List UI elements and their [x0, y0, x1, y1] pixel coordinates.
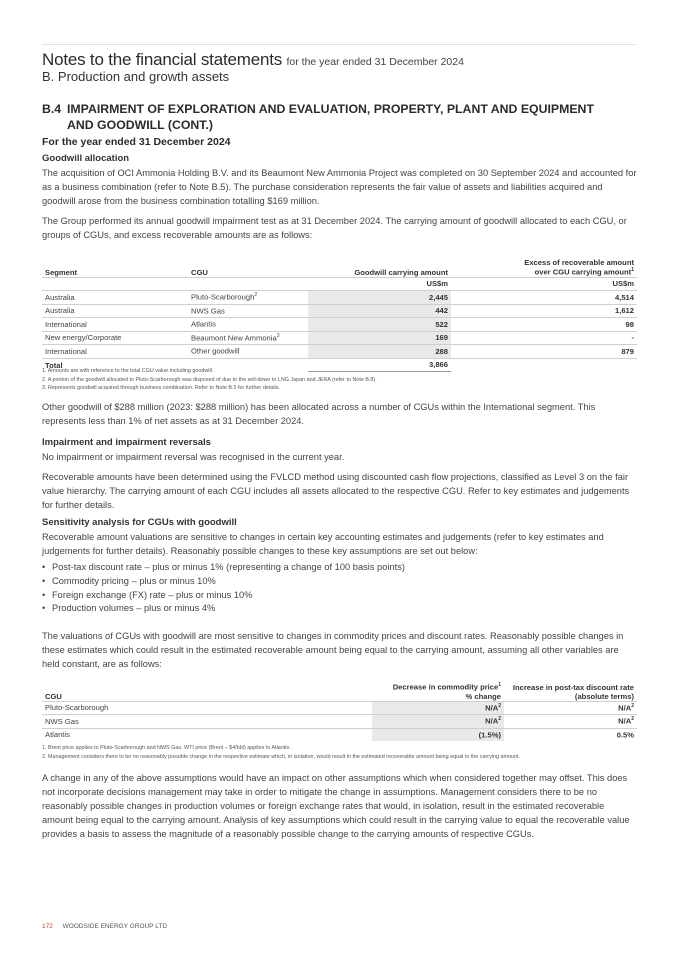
sensitivity-para1: Recoverable amount valuations are sensitive to changes in certain key accounting estimates and judgements (refer to key estimates and judgements for further details). Reasonably possible changes to these key assumptions are set out below: — [42, 532, 604, 556]
footnote: 1. Amounts are with reference to the total CGU value including goodwill. — [42, 368, 214, 374]
col-carrying: Goodwill carrying amount — [354, 267, 448, 277]
cell-price — [372, 715, 504, 729]
col-excess — [451, 255, 637, 277]
footnote: 2. A portion of the goodwill allocated to Pluto-Scarborough was disposed of due to the sell-down to LNG Japan and JERA (refer to Note B.8). — [42, 376, 377, 383]
table-row — [42, 728, 637, 741]
col-price — [372, 677, 504, 701]
cgu-sup: 3 — [276, 332, 280, 339]
list-item: • Production volumes – plus or minus 4% — [42, 602, 405, 616]
title-suffix: for the year ended 31 December 2024 — [286, 56, 464, 68]
cell-segment: International — [42, 345, 188, 359]
rate-value: 0.5% — [616, 730, 634, 740]
cell-excess: 879 — [451, 345, 637, 359]
impairment-para1: No impairment or impairment reversal was recognised in the current year. — [42, 452, 345, 462]
impairment-para2: Recoverable amounts have been determined using the FVLCD method using discounted cash flow projections, classified as Level 3 on the fair value hierarchy. The carrying amount of each CGU includes all assets allocated to the respective CGU. Refer to key estimates and judgements for further details. — [42, 472, 630, 510]
cgu-name: Atlantis — [191, 320, 216, 330]
table-row — [42, 304, 637, 318]
col-cgu: CGU — [191, 267, 208, 277]
cell-carrying: 522 — [308, 318, 451, 332]
cell-segment: Australia — [42, 304, 188, 318]
rate-value: N/A — [618, 703, 632, 713]
goodwill-allocation-heading: Goodwill allocation — [42, 153, 130, 164]
unit-carrying: US$m — [308, 277, 451, 291]
total-label: Total — [42, 358, 188, 372]
col-rate — [504, 677, 637, 701]
cgu-name: Beaumont New Ammonia — [191, 333, 277, 343]
footnote: 3. Represents goodwill acquired through business combination. Refer to Note B.5 for further details. — [42, 385, 280, 391]
sensitivity-para2: The valuations of CGUs with goodwill are most sensitive to changes in commodity prices and discount rates. Reasonably possible changes in these estimates which could result in the estimated recoverable amount being equal to the carrying amount, assuming all other variables are held constant, are as follows: — [42, 631, 624, 669]
list-item: • Foreign exchange (FX) rate – plus or minus 10% — [42, 589, 405, 603]
cell-carrying: 169 — [308, 331, 451, 345]
price-sup: 2 — [498, 702, 501, 709]
section-heading-line2: AND GOODWILL (CONT.) — [67, 118, 213, 132]
rate-value: N/A — [618, 717, 632, 727]
col-excess-l2: over CGU carrying amount — [534, 267, 632, 277]
cell-cgu — [188, 291, 308, 305]
cgu-name: Other goodwill — [191, 347, 240, 357]
cell-segment: International — [42, 318, 188, 332]
table-row — [42, 318, 637, 332]
col-rate-l2: (absolute terms) — [574, 691, 634, 701]
sensitivity-table — [42, 677, 637, 741]
goodwill-allocation-para1: The acquisition of OCI Ammonia Holding B.V. and its Beaumont New Ammonia Project was completed on 30 September 2024 and accounted for as a business combination (refer to Note B.5). The purchase consideration represents the fair value of assets and liabilities acquired and goodwill arose from the business combination totalling $169 million. — [42, 168, 637, 206]
cell-cgu: Atlantis — [42, 728, 372, 741]
col-cgu: CGU — [45, 691, 62, 701]
table-row — [42, 291, 637, 305]
section-heading-line1: IMPAIRMENT OF EXPLORATION AND EVALUATION, PROPERTY, PLANT AND EQUIPMENT — [67, 102, 594, 116]
cell-excess: 98 — [451, 318, 637, 332]
cell-excess: - — [451, 331, 637, 345]
cell-rate — [504, 728, 637, 741]
table-row — [42, 715, 637, 729]
table-row — [42, 701, 637, 715]
cell-carrying: 2,445 — [308, 291, 451, 305]
cell-cgu — [188, 345, 308, 359]
rate-sup: 2 — [631, 716, 634, 723]
sensitivity-bullets — [42, 561, 405, 616]
cell-cgu: NWS Gas — [42, 715, 372, 729]
other-goodwill-para: Other goodwill of $288 million (2023: $288 million) has been allocated across a number of CGUs within the International segment. This represents less than 1% of net assets as at 31 December 2024. — [42, 402, 596, 426]
goodwill-footnotes — [42, 367, 637, 393]
company-name: WOODSIDE ENERGY GROUP LTD — [62, 923, 168, 930]
col-segment: Segment — [45, 267, 78, 277]
list-item: • Commodity pricing – plus or minus 10% — [42, 575, 405, 589]
table-row — [42, 331, 637, 345]
price-sup: 2 — [498, 716, 501, 723]
footnote: 2. Management considers there to be no reasonably possible change in the respective estimate which, in isolation, would result in the estimated recoverable amount being equal to the carrying amount. — [42, 753, 520, 760]
price-value: (1.5%) — [478, 730, 501, 740]
col-price-l1: Decrease in commodity price — [392, 682, 499, 692]
cgu-name: Pluto-Scarborough — [191, 293, 255, 303]
cell-segment: New energy/Corporate — [42, 331, 188, 345]
year-heading: For the year ended 31 December 2024 — [42, 136, 231, 148]
rate-sup: 2 — [631, 702, 634, 709]
price-value: N/A — [485, 703, 499, 713]
cell-rate — [504, 715, 637, 729]
title-main: Notes to the financial statements — [42, 50, 283, 69]
col-excess-sup: 1 — [631, 266, 634, 273]
cgu-sup: 2 — [254, 292, 258, 299]
impairment-block — [42, 436, 637, 512]
cell-price — [372, 701, 504, 715]
cell-carrying: 442 — [308, 304, 451, 318]
unit-excess: US$m — [451, 277, 637, 291]
cell-cgu: Pluto-Scarborough — [42, 701, 372, 715]
sensitivity-block — [42, 516, 637, 558]
header-rule — [42, 44, 637, 45]
cell-rate — [504, 701, 637, 715]
goodwill-allocation-para2: The Group performed its annual goodwill impairment test as at 31 December 2024. The carrying amount of goodwill allocated to each CGU, or groups of CGUs, and excess recoverable amounts are as follows: — [42, 216, 627, 240]
section-number: B.4 — [42, 102, 62, 116]
cell-cgu — [188, 304, 308, 318]
cell-cgu — [188, 331, 308, 345]
total-value: 3,866 — [308, 358, 451, 372]
sensitivity-footnotes — [42, 744, 637, 761]
table-row — [42, 345, 637, 359]
cell-price — [372, 728, 504, 741]
col-excess-l1: Excess of recoverable amount — [524, 257, 634, 267]
page-footer — [42, 923, 167, 930]
page-number: 172 — [42, 923, 53, 930]
page-subtitle: B. Production and growth assets — [42, 69, 230, 84]
cell-excess: 4,514 — [451, 291, 637, 305]
page-title — [42, 50, 464, 70]
col-rate-l1: Increase in post-tax discount rate — [512, 682, 634, 692]
footnote: 1. Brent price applies to Pluto-Scarborough and NWS Gas. WTI price (Brent – $4/bbl) applies to Atlantis. — [42, 745, 291, 751]
goodwill-allocation-block — [42, 152, 637, 242]
cell-carrying: 288 — [308, 345, 451, 359]
col-price-l2: % change — [465, 691, 501, 701]
sensitivity-heading: Sensitivity analysis for CGUs with goodwill — [42, 517, 237, 528]
cell-segment: Australia — [42, 291, 188, 305]
goodwill-table — [42, 255, 637, 372]
col-price-sup: 1 — [498, 681, 501, 688]
price-value: N/A — [485, 717, 499, 727]
closing-para: A change in any of the above assumptions would have an impact on other assumptions which when considered together may offset. This does not incorporate decisions management may take in order to mitigate the change in assumptions. Management considers there to be no reasonably possible changes in production volumes or foreign exchange rates that would, in isolation, result in the estimated recoverable amount being equal to the carrying amount. Analysis of key assumptions which could result in the carrying value to equal the recoverable value provides a basis to assess the magnitude of a reasonably possible change to the carrying amounts of respective CGUs. — [42, 773, 630, 839]
list-item: • Post-tax discount rate – plus or minus 1% (representing a change of 100 basis points) — [42, 561, 405, 575]
cell-excess: 1,612 — [451, 304, 637, 318]
cell-cgu — [188, 318, 308, 332]
impairment-heading: Impairment and impairment reversals — [42, 437, 211, 448]
cgu-name: NWS Gas — [191, 306, 225, 316]
section-heading — [42, 101, 632, 133]
